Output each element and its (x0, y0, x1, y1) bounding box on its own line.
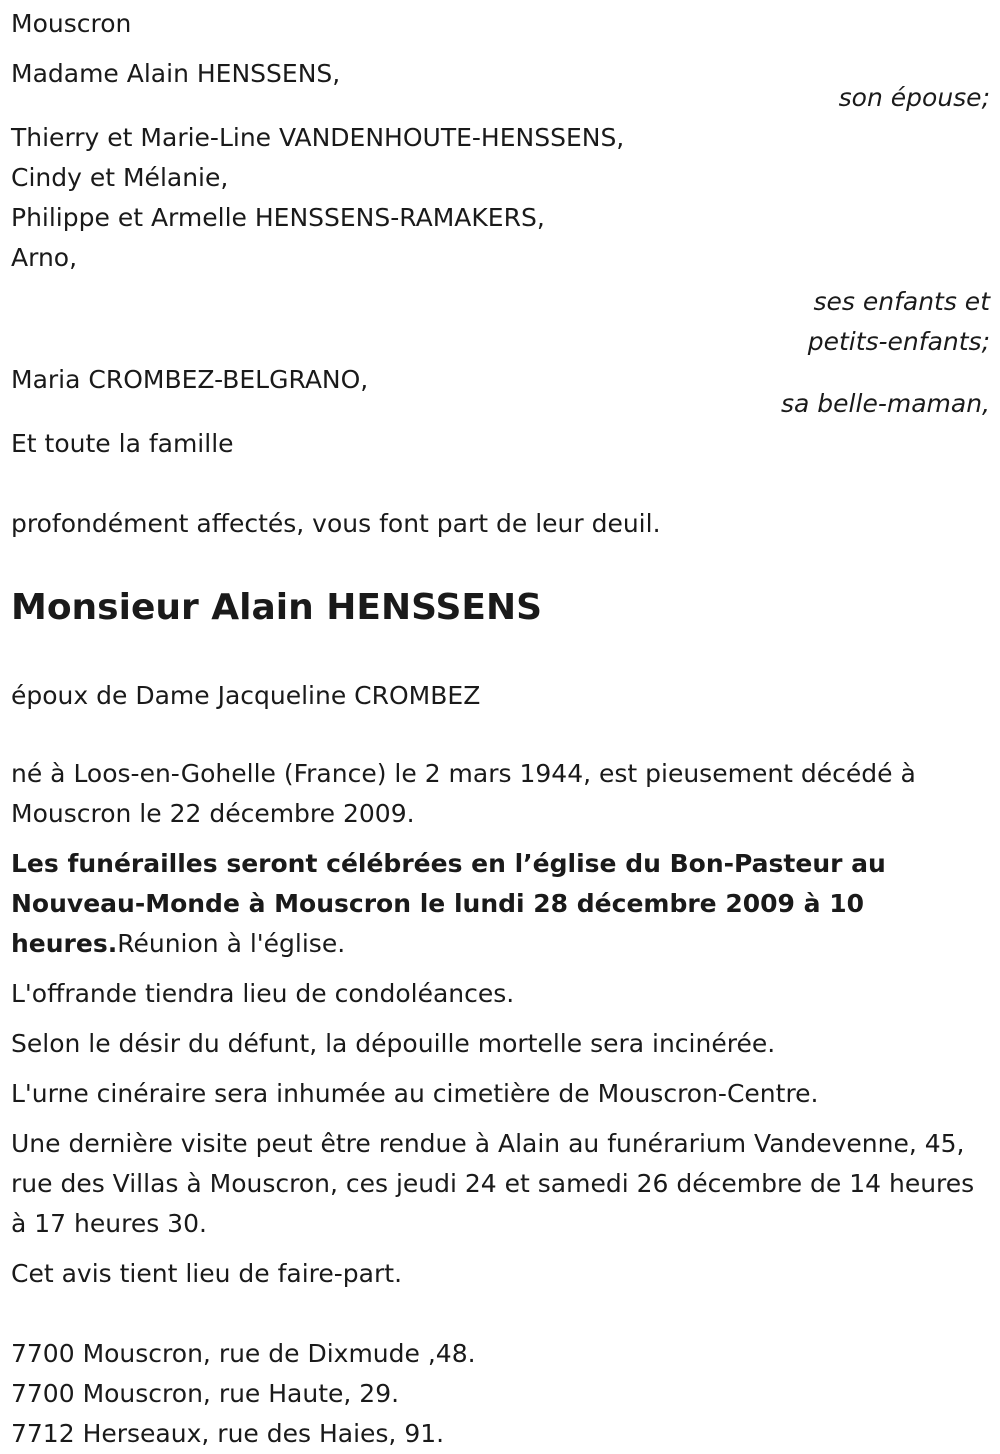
child-line-2: Cindy et Mélanie, (11, 163, 229, 192)
deceased-name: Monsieur Alain HENSSENS (11, 587, 543, 628)
birth-death-text: né à Loos-en-Gohelle (France) le 2 mars 1944, est pieusement décédé à Mouscron le 22 décembre 2009. (11, 759, 916, 828)
address-line-3: 7712 Herseaux, rue des Haies, 91. (11, 1419, 445, 1448)
cremation-text: Selon le désir du défunt, la dépouille mortelle sera incinérée. (11, 1029, 776, 1058)
urn-text: L'urne cinéraire sera inhumée au cimetière de Mouscron-Centre. (11, 1079, 819, 1108)
child-line-1: Thierry et Marie-Line VANDENHOUTE-HENSSENS, (11, 123, 625, 152)
family-all: Et toute la famille (11, 429, 234, 458)
spouse-name: Madame Alain HENSSENS, (11, 59, 341, 88)
notice-text: Cet avis tient lieu de faire-part. (11, 1259, 403, 1288)
address-line-1: 7700 Mouscron, rue de Dixmude ,48. (11, 1339, 476, 1368)
city-heading: Mouscron (11, 9, 132, 38)
child-line-4: Arno, (11, 243, 78, 272)
offering-text: L'offrande tiendra lieu de condoléances. (11, 979, 515, 1008)
address-line-2: 7700 Mouscron, rue Haute, 29. (11, 1379, 400, 1408)
funeral-paragraph (11, 844, 990, 964)
mother-in-law-name: Maria CROMBEZ-BELGRANO, (11, 365, 369, 394)
spouse-role: son épouse; (838, 83, 990, 112)
children-role-2: petits-enfants; (807, 327, 990, 356)
visit-text: Une dernière visite peut être rendue à Alain au funérarium Vandevenne, 45, rue des Villas à Mouscron, ces jeudi 24 et samedi 26 décembre de 14 heures à 17 heures 30. (11, 1129, 975, 1238)
funeral-bold-text: Les funérailles seront célébrées en l’église du Bon-Pasteur au Nouveau-Monde à Mouscron le lundi 28 décembre 2009 à 10 heures. (11, 849, 886, 958)
child-line-3: Philippe et Armelle HENSSENS-RAMAKERS, (11, 203, 545, 232)
spouse-of-text: époux de Dame Jacqueline CROMBEZ (11, 681, 481, 710)
children-role-1: ses enfants et (813, 287, 990, 316)
announcement-text: profondément affectés, vous font part de leur deuil. (11, 509, 661, 538)
mother-in-law-role: sa belle-maman, (781, 389, 990, 418)
funeral-meeting-text: Réunion à l'église. (117, 929, 346, 958)
